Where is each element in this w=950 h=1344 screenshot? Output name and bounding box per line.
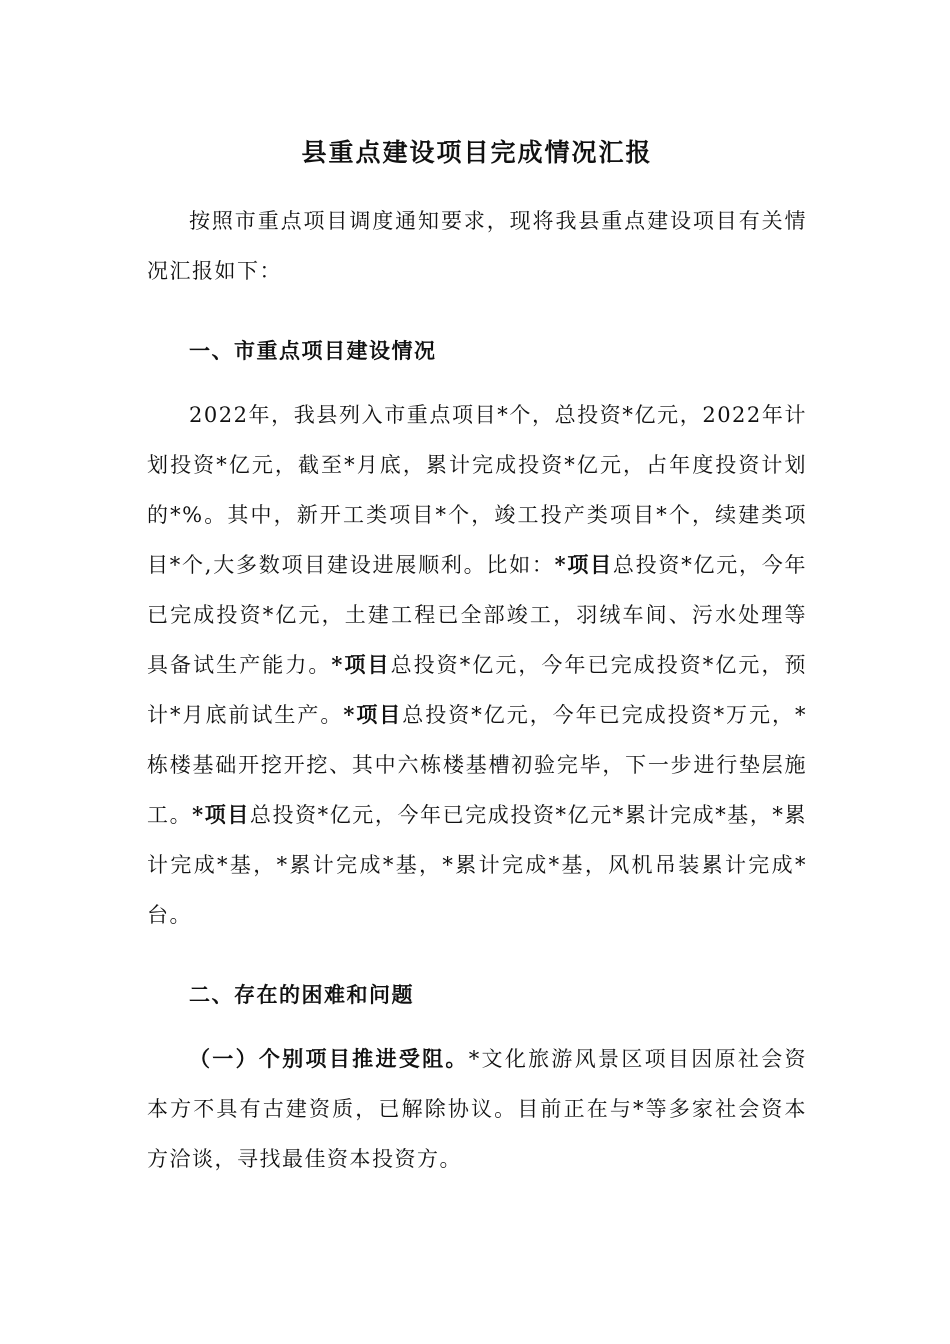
spacer (147, 940, 807, 956)
document-body (147, 132, 807, 1184)
project-description: 总投资*亿元，今年已完成投资*万元，*栋楼基础开挖开挖、其中六栋楼基槽初验完毕，下一步进行垫层施工。 (147, 703, 808, 827)
section1-paragraph (147, 390, 807, 940)
document-title: 县重点建设项目完成情况汇报 (301, 138, 653, 167)
project-name: *项目 (192, 802, 250, 827)
project-description: 总投资*亿元，今年已完成投资*亿元*累计完成*基，*累计完成*基，*累计完成*基，*累计完成*基，风机吊装累计完成*台。 (147, 803, 808, 927)
spacer (147, 296, 807, 312)
project-description: 总投资*亿元，今年已完成投资*亿元，预计*月底前试生产。 (147, 653, 808, 727)
project-name: *项目 (554, 552, 613, 577)
section1-heading: 一、市重点项目建设情况 (189, 338, 437, 363)
subsection-heading: （一）个别项目推进受阻。 (189, 1046, 469, 1071)
section2-heading: 二、存在的困难和问题 (189, 982, 414, 1007)
intro-paragraph: 按照市重点项目调度通知要求，现将我县重点建设项目有关情况汇报如下： (147, 209, 807, 283)
project-description: 总投资*亿元，今年已完成投资*亿元，土建工程已全部竣工，羽绒车间、污水处理等具备试生产能力。 (147, 553, 807, 677)
subsection-text: *文化旅游风景区项目因原社会资本方不具有古建资质，已解除协议。目前正在与*等多家社会资本方洽谈，寻找最佳资本投资方。 (147, 1047, 808, 1171)
project-name: *项目 (343, 702, 403, 727)
section2-paragraph (147, 1034, 807, 1184)
section1-text: 2022年，我县列入市重点项目*个，总投资*亿元，2022年计划投资*亿元，截至*月底，累计完成投资*亿元，占年度投资计划的*%。其中，新开工类项目*个，竣工投产类项目*个，续建类项目*个,大多数项目建设进展顺利。比如： (147, 403, 807, 577)
project-name: *项目 (331, 652, 391, 677)
